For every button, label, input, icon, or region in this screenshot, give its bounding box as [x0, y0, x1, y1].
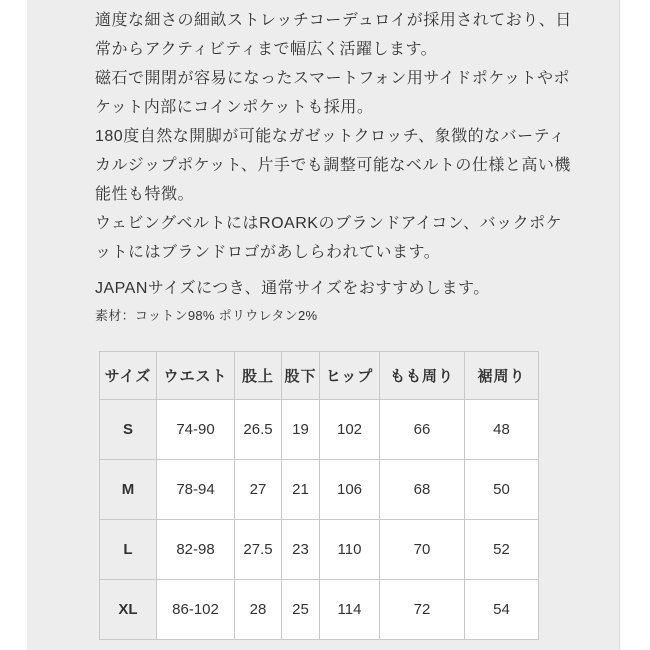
size-chart-cell: 50	[465, 460, 539, 520]
size-chart-size-cell: M	[100, 460, 157, 520]
size-chart-cell: 23	[282, 520, 320, 580]
size-chart-cell: 72	[380, 580, 465, 640]
size-chart-row-m	[100, 460, 539, 520]
description-line: ットにはブランドロゴがあしらわれています。	[95, 244, 441, 261]
size-chart-cell: 78-94	[157, 460, 235, 520]
size-chart-header-size: サイズ	[100, 352, 157, 400]
size-chart-header-rise: 股上	[235, 352, 282, 400]
size-chart-cell: 25	[282, 580, 320, 640]
description-line: 磁石で開閉が容易になったスマートフォン用サイドポケットやポ	[95, 70, 570, 87]
size-chart-size-cell: XL	[100, 580, 157, 640]
size-chart-header-thigh: もも周り	[380, 352, 465, 400]
size-chart-cell: 19	[282, 400, 320, 460]
description-line: 180度自然な開脚が可能なガゼットクロッチ、象徴的なバーティ	[95, 128, 566, 145]
size-chart-row-l	[100, 520, 539, 580]
size-chart-header-inseam: 股下	[282, 352, 320, 400]
description-line: 適度な細さの細畝ストレッチコーデュロイが採用されており、日	[95, 12, 572, 29]
description-line: カルジップポケット、片手でも調整可能なベルトの仕様と高い機	[95, 157, 571, 174]
size-chart-size-cell: S	[100, 400, 157, 460]
size-chart-cell: 86-102	[157, 580, 235, 640]
size-chart-cell: 102	[320, 400, 380, 460]
size-chart-size-cell: L	[100, 520, 157, 580]
size-chart-header-waist: ウエスト	[157, 352, 235, 400]
size-chart-cell: 21	[282, 460, 320, 520]
size-chart-cell: 27.5	[235, 520, 282, 580]
size-chart-cell: 68	[380, 460, 465, 520]
size-chart-cell: 106	[320, 460, 380, 520]
sizing-note: JAPANサイズにつき、通常サイズをおすすめします。	[95, 280, 490, 297]
description-line: ウェビングベルトにはROARKのブランドアイコン、バックポケ	[95, 215, 563, 232]
size-chart-cell: 26.5	[235, 400, 282, 460]
size-chart-row-s	[100, 400, 539, 460]
size-chart-cell: 82-98	[157, 520, 235, 580]
material-note: 素材：コットン98% ポリウレタン2%	[95, 308, 318, 323]
size-chart-cell: 74-90	[157, 400, 235, 460]
size-chart-cell: 114	[320, 580, 380, 640]
size-chart-header-hip: ヒップ	[320, 352, 380, 400]
size-chart-cell: 66	[380, 400, 465, 460]
size-chart-cell: 110	[320, 520, 380, 580]
description-line: 常からアクティビティまで幅広く活躍します。	[95, 41, 438, 58]
size-chart-cell: 52	[465, 520, 539, 580]
description-line: ケット内部にコインポケットも採用。	[95, 99, 374, 116]
size-chart-cell: 54	[465, 580, 539, 640]
size-chart-header-hem: 裾周り	[465, 352, 539, 400]
description-line: 能性も特徴。	[95, 186, 195, 203]
size-chart-cell: 27	[235, 460, 282, 520]
size-chart-cell: 28	[235, 580, 282, 640]
size-chart-cell: 48	[465, 400, 539, 460]
size-chart-cell: 70	[380, 520, 465, 580]
size-chart-row-xl	[100, 580, 539, 640]
product-detail-panel	[27, 0, 620, 650]
product-description	[95, 6, 619, 267]
size-chart-table	[99, 351, 539, 640]
size-chart-header-row	[100, 352, 539, 400]
product-detail-content	[27, 0, 619, 640]
